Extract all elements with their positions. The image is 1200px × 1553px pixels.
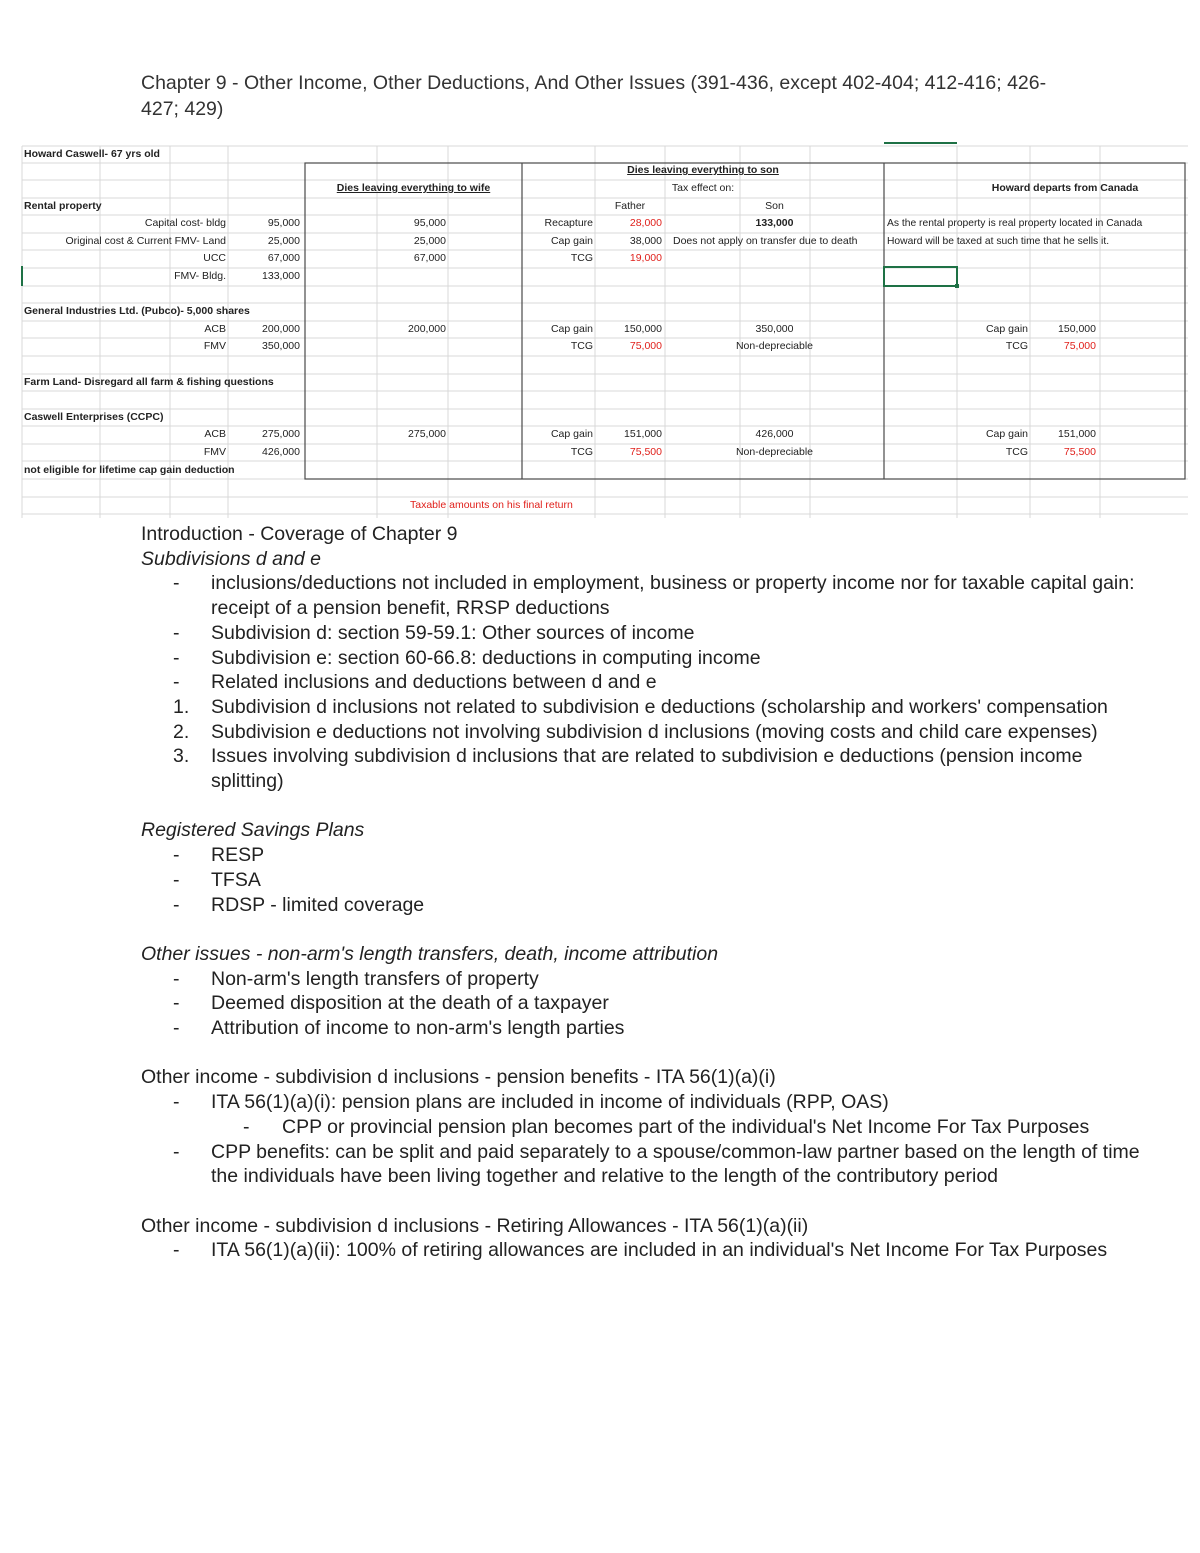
son-header: Dies leaving everything to son [627, 164, 779, 176]
retiring-heading: Other income - subdivision d inclusions - Retiring Allowances - ITA 56(1)(a)(ii) [141, 1214, 809, 1237]
departs-header: Howard departs from Canada [991, 182, 1139, 194]
wife-value: 275,000 [408, 428, 446, 440]
departs-tcg: 75,500 [1063, 446, 1096, 458]
tcg-label: TCG [570, 252, 593, 264]
page-title: Chapter 9 - Other Income, Other Deductions, And Other Issues (391-436, except 402-404; 412-416; 426-427; 429) [141, 72, 1047, 120]
subdiv-heading: Subdivisions d and e [141, 547, 321, 570]
ccpc-acb-label: ACB [204, 428, 226, 440]
tcg-label: TCG [570, 446, 593, 458]
list-item: - ITA 56(1)(a)(ii): 100% of retiring allowances are included in an individual's Net Income For Tax Purposes [173, 1239, 1108, 1262]
intro-heading: Introduction - Coverage of Chapter 9 [141, 523, 458, 545]
son-value: 350,000 [755, 323, 794, 335]
numbered-item: 1. Subdivision d inclusions not related to subdivision e deductions (scholarship and workers' compensation [173, 695, 1108, 718]
list-item: - Attribution of income to non-arm's length parties [173, 1017, 625, 1040]
ccpc-acb: 275,000 [262, 428, 300, 440]
rental-label: Rental property [24, 200, 102, 212]
departs-tcg: 75,000 [1063, 340, 1096, 352]
father-tcg: 75,000 [629, 340, 662, 352]
list-item: - TFSA [173, 868, 261, 891]
tcg-label: TCG [570, 340, 593, 352]
pubco-acb-label: ACB [204, 323, 226, 335]
rental-row-value: 67,000 [267, 252, 300, 264]
list-item: - RDSP - limited coverage [173, 893, 425, 916]
pubco-fmv: 350,000 [262, 340, 300, 352]
father-capgain: 38,000 [629, 235, 662, 247]
son-col-header: Son [765, 200, 784, 212]
son-note: Non-depreciable [735, 446, 814, 458]
father-capgain: 151,000 [624, 428, 662, 440]
rental-row-value: 133,000 [262, 270, 300, 282]
departs-capgain: 151,000 [1058, 428, 1096, 440]
person-label: Howard Caswell- 67 yrs old [24, 148, 160, 160]
son-recapture: 133,000 [755, 217, 794, 229]
capgain-label: Cap gain [550, 428, 593, 440]
other-heading: Other issues - non-arm's length transfers, death, income attribution [141, 942, 719, 965]
recapture-label: Recapture [544, 217, 593, 229]
departs-note: Howard will be taxed at such time that he sells it. [887, 236, 1110, 247]
list-item: - RESP [173, 844, 265, 867]
list-item: - ITA 56(1)(a)(i): pension plans are included in income of individuals (RPP, OAS) [173, 1091, 889, 1114]
list-item: - Related inclusions and deductions between d and e [173, 671, 657, 694]
numbered-item: 3. Issues involving subdivision d inclusions that are related to subdivision e deductions (pension income splitting) [173, 745, 1083, 793]
tcg-label: TCG [1005, 340, 1028, 352]
father-tcg: 19,000 [629, 252, 662, 264]
son-capgain-note: Does not apply on transfer due to death [673, 235, 858, 247]
list-item: - CPP benefits: can be split and paid separately to a spouse/common-law partner based on the length of time the individuals have been living together and relative to the length of the contributory period [173, 1140, 1140, 1188]
notes-body [141, 522, 1141, 1263]
list-item: - Subdivision e: section 60-66.8: deductions in computing income [173, 646, 761, 669]
numbered-item: 2. Subdivision e deductions not involving subdivision d inclusions (moving costs and child care expenses) [173, 720, 1098, 743]
wife-value: 200,000 [408, 323, 446, 335]
footnote: Taxable amounts on his final return [410, 499, 573, 511]
departs-note: As the rental property is real property located in Canada [887, 218, 1143, 229]
list-item: - inclusions/deductions not included in employment, business or property income nor for taxable capital gain: receipt of a pension benefit, RRSP deductions [173, 572, 1135, 620]
not-eligible-note: not eligible for lifetime cap gain deduction [24, 464, 235, 476]
list-item: - Non-arm's length transfers of property [173, 967, 539, 990]
list-item: - Deemed disposition at the death of a taxpayer [173, 992, 609, 1015]
rental-row-label: FMV- Bldg. [174, 270, 226, 282]
pubco-fmv-label: FMV [203, 340, 226, 352]
rsp-heading: Registered Savings Plans [141, 819, 365, 842]
farm-label: Farm Land- Disregard all farm & fishing questions [24, 376, 274, 388]
rental-row-label: Original cost & Current FMV- Land [65, 235, 226, 247]
son-note: Non-depreciable [735, 340, 814, 352]
pubco-acb: 200,000 [262, 323, 300, 335]
capgain-label: Cap gain [550, 323, 593, 335]
ccpc-label: Caswell Enterprises (CCPC) [24, 411, 164, 423]
rental-row-value: 25,000 [267, 235, 300, 247]
list-item: - Subdivision d: section 59-59.1: Other sources of income [173, 621, 695, 644]
father-tcg: 75,500 [629, 446, 662, 458]
capgain-label: Cap gain [985, 323, 1028, 335]
sub-list-item: - CPP or provincial pension plan becomes part of the individual's Net Income For Tax Purposes [243, 1115, 1090, 1138]
tcg-label: TCG [1005, 446, 1028, 458]
wife-value: 67,000 [413, 252, 446, 264]
wife-value: 95,000 [413, 217, 446, 229]
wife-header: Dies leaving everything to wife [336, 182, 491, 194]
father-header: Father [614, 200, 646, 212]
pubco-label: General Industries Ltd. (Pubco)- 5,000 shares [24, 305, 250, 317]
capgain-label: Cap gain [550, 235, 593, 247]
son-value: 426,000 [755, 428, 794, 440]
father-capgain: 150,000 [624, 323, 662, 335]
departs-capgain: 150,000 [1058, 323, 1096, 335]
ccpc-fmv: 426,000 [262, 446, 300, 458]
rental-row-label: Capital cost- bldg [144, 217, 226, 229]
ccpc-fmv-label: FMV [203, 446, 226, 458]
wife-value: 25,000 [413, 235, 446, 247]
spreadsheet-image [0, 140, 1200, 520]
father-recapture: 28,000 [629, 217, 662, 229]
tax-effect-label: Tax effect on: [671, 182, 735, 194]
rental-row-value: 95,000 [267, 217, 300, 229]
rental-row-label: UCC [203, 252, 226, 264]
capgain-label: Cap gain [985, 428, 1028, 440]
pension-heading: Other income - subdivision d inclusions - pension benefits - ITA 56(1)(a)(i) [141, 1066, 776, 1089]
